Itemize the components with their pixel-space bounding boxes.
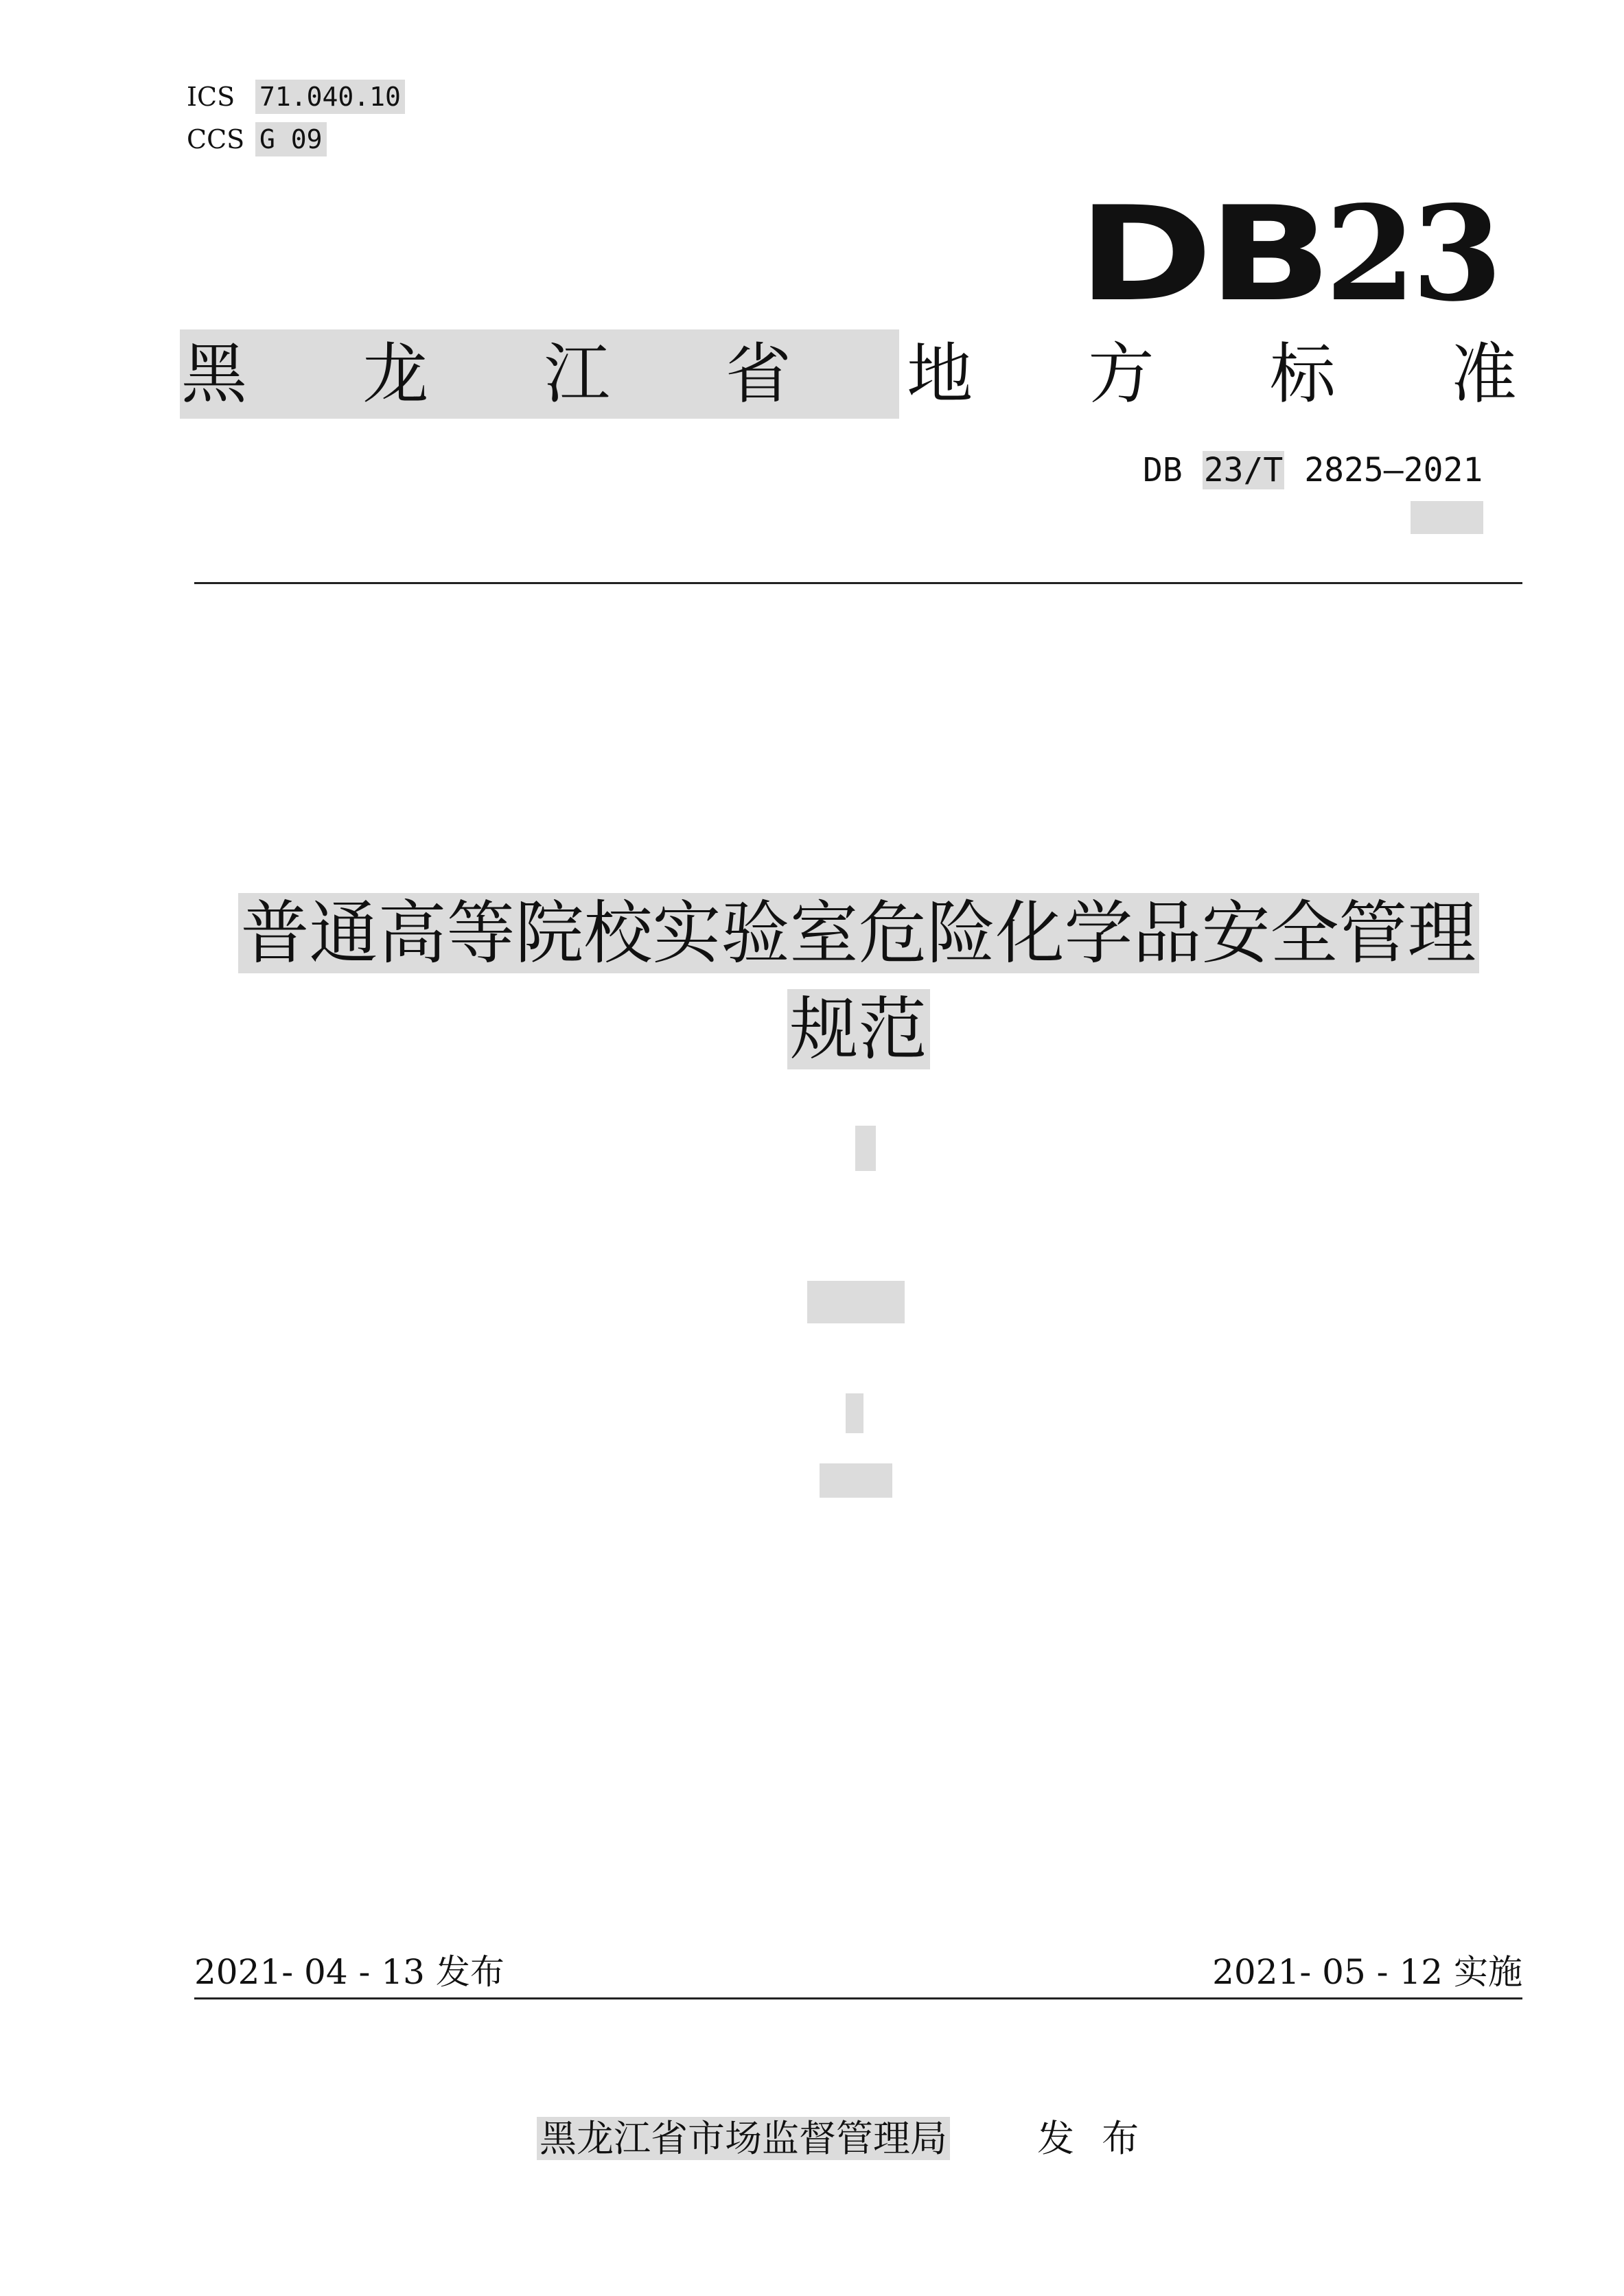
standard-type-char: 地: [907, 336, 973, 413]
standard-type-char: 方: [1088, 336, 1155, 413]
redaction-block: [846, 1393, 863, 1433]
ics-label: ICS: [187, 82, 235, 112]
issue-date-label: 发布: [435, 1952, 504, 1992]
issue-date: [194, 1948, 504, 1996]
classification-block: [187, 76, 405, 161]
standard-type-heading: [180, 329, 1518, 419]
publisher-action: 发布: [1037, 2117, 1167, 2160]
redaction-block: [807, 1281, 905, 1323]
standard-type-char: 准: [1450, 336, 1517, 413]
footer-divider: [194, 1997, 1522, 1999]
header-divider: [194, 582, 1522, 584]
standard-type-char: 标: [1269, 336, 1336, 413]
standard-type-char: 省: [725, 336, 791, 413]
ccs-value: G 09: [255, 122, 327, 156]
ccs-label: CCS: [187, 124, 245, 154]
redaction-block: [820, 1463, 892, 1498]
standard-type-char: 龙: [362, 336, 429, 413]
issue-date-value: 2021- 04 - 13: [194, 1952, 425, 1992]
code-prefix: DB: [1143, 451, 1183, 489]
publisher-org: 黑龙江省市场监督管理局: [537, 2117, 950, 2160]
document-title: [194, 885, 1522, 1078]
ccs-row: [187, 118, 405, 161]
standard-type-char: 江: [544, 336, 610, 413]
code-middle: 23/T: [1203, 451, 1284, 489]
standard-type-char: 黑: [181, 336, 247, 413]
implement-date: [1212, 1948, 1522, 1996]
code-suffix: 2825—2021: [1304, 451, 1483, 489]
title-line-1: 普通高等院校实验室危险化学品安全管理: [238, 893, 1479, 973]
implement-date-label: 实施: [1454, 1952, 1522, 1992]
standard-code: [1143, 448, 1483, 493]
logo-db: DB: [1078, 178, 1327, 330]
publisher-line: [537, 2113, 1166, 2165]
ics-row: [187, 76, 405, 118]
implement-date-value: 2021- 05 - 12: [1212, 1952, 1443, 1992]
redaction-block: [1411, 501, 1483, 534]
redaction-block: [855, 1126, 876, 1171]
logo-number: 23: [1325, 177, 1498, 330]
db23-logo: [1078, 177, 1498, 330]
title-line-2: 规范: [787, 989, 930, 1069]
ics-value: 71.040.10: [255, 80, 405, 114]
